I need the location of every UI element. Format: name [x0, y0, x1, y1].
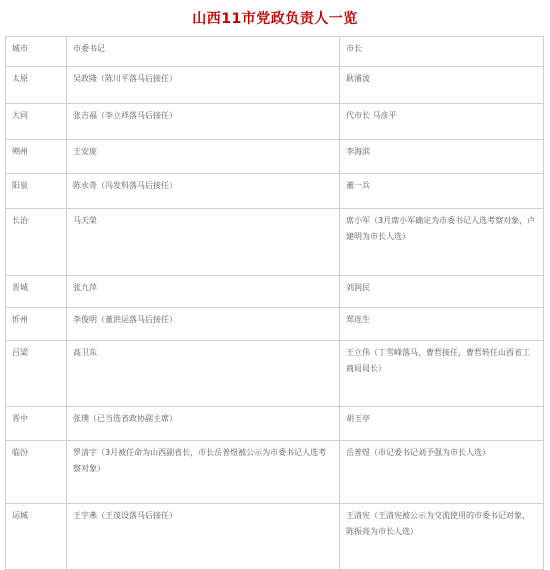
city-cell: 运城 [6, 504, 67, 570]
mayor-cell: 耿濬波 [340, 67, 544, 104]
header-secretary: 市委书记 [67, 37, 340, 67]
mayor-cell: 岳普煜（市记委书记刘予强为市长人选） [340, 441, 544, 504]
header-city: 城市 [6, 37, 67, 67]
city-cell: 太原 [6, 67, 67, 104]
mayor-cell: 李海滨 [340, 140, 544, 174]
city-cell: 阳泉 [6, 174, 67, 209]
officials-table [5, 36, 544, 570]
mayor-cell: 代市长 马彦平 [340, 104, 544, 140]
table-row [6, 407, 544, 441]
table-row [6, 104, 544, 140]
table-row [6, 308, 544, 341]
secretary-cell: 张璞（已当选省政协副主席） [67, 407, 340, 441]
city-cell: 吕梁 [6, 341, 67, 407]
mayor-cell: 刘润民 [340, 276, 544, 308]
mayor-cell: 王立伟（丁雪峰落马，曹哲接任，曹哲转任山西省工商局局长） [340, 341, 544, 407]
city-cell: 大同 [6, 104, 67, 140]
table-row [6, 140, 544, 174]
header-mayor: 市长 [340, 37, 544, 67]
city-cell: 忻州 [6, 308, 67, 341]
mayor-cell: 郑连生 [340, 308, 544, 341]
table-row [6, 441, 544, 504]
secretary-cell: 王宇燕（王茂设落马后接任） [67, 504, 340, 570]
city-cell: 临汾 [6, 441, 67, 504]
table-row [6, 276, 544, 308]
secretary-cell: 罗清宇（3月被任命为山西副省长，市长岳普煜被公示为市委书记人选考察对象） [67, 441, 340, 504]
secretary-cell: 吴政隆（陈川平落马后接任） [67, 67, 340, 104]
table-header-row [6, 37, 544, 67]
table-row [6, 174, 544, 209]
secretary-cell: 张九萍 [67, 276, 340, 308]
mayor-cell: 王清宪（王清宪被公示为交流使用的市委书记对象，陈振亮为市长人选） [340, 504, 544, 570]
table-row [6, 67, 544, 104]
table-row [6, 341, 544, 407]
city-cell: 晋中 [6, 407, 67, 441]
city-cell: 朔州 [6, 140, 67, 174]
mayor-cell: 董一兵 [340, 174, 544, 209]
secretary-cell: 王安庞 [67, 140, 340, 174]
mayor-cell: 胡玉亭 [340, 407, 544, 441]
city-cell: 长治 [6, 209, 67, 276]
city-cell: 晋城 [6, 276, 67, 308]
secretary-cell: 陈永奇（冯发科落马后接任） [67, 174, 340, 209]
page-title: 山西11市党政负责人一览 [192, 11, 358, 27]
mayor-cell: 席小军（3月席小军确定为市委书记人选考察对象，卢建明为市长人选） [340, 209, 544, 276]
table-row [6, 504, 544, 570]
secretary-cell: 李俊明（董洪运落马后接任） [67, 308, 340, 341]
secretary-cell: 马天榮 [67, 209, 340, 276]
table-row [6, 209, 544, 276]
secretary-cell: 高卫东 [67, 341, 340, 407]
secretary-cell: 张吉福（李立祥落马后接任） [67, 104, 340, 140]
